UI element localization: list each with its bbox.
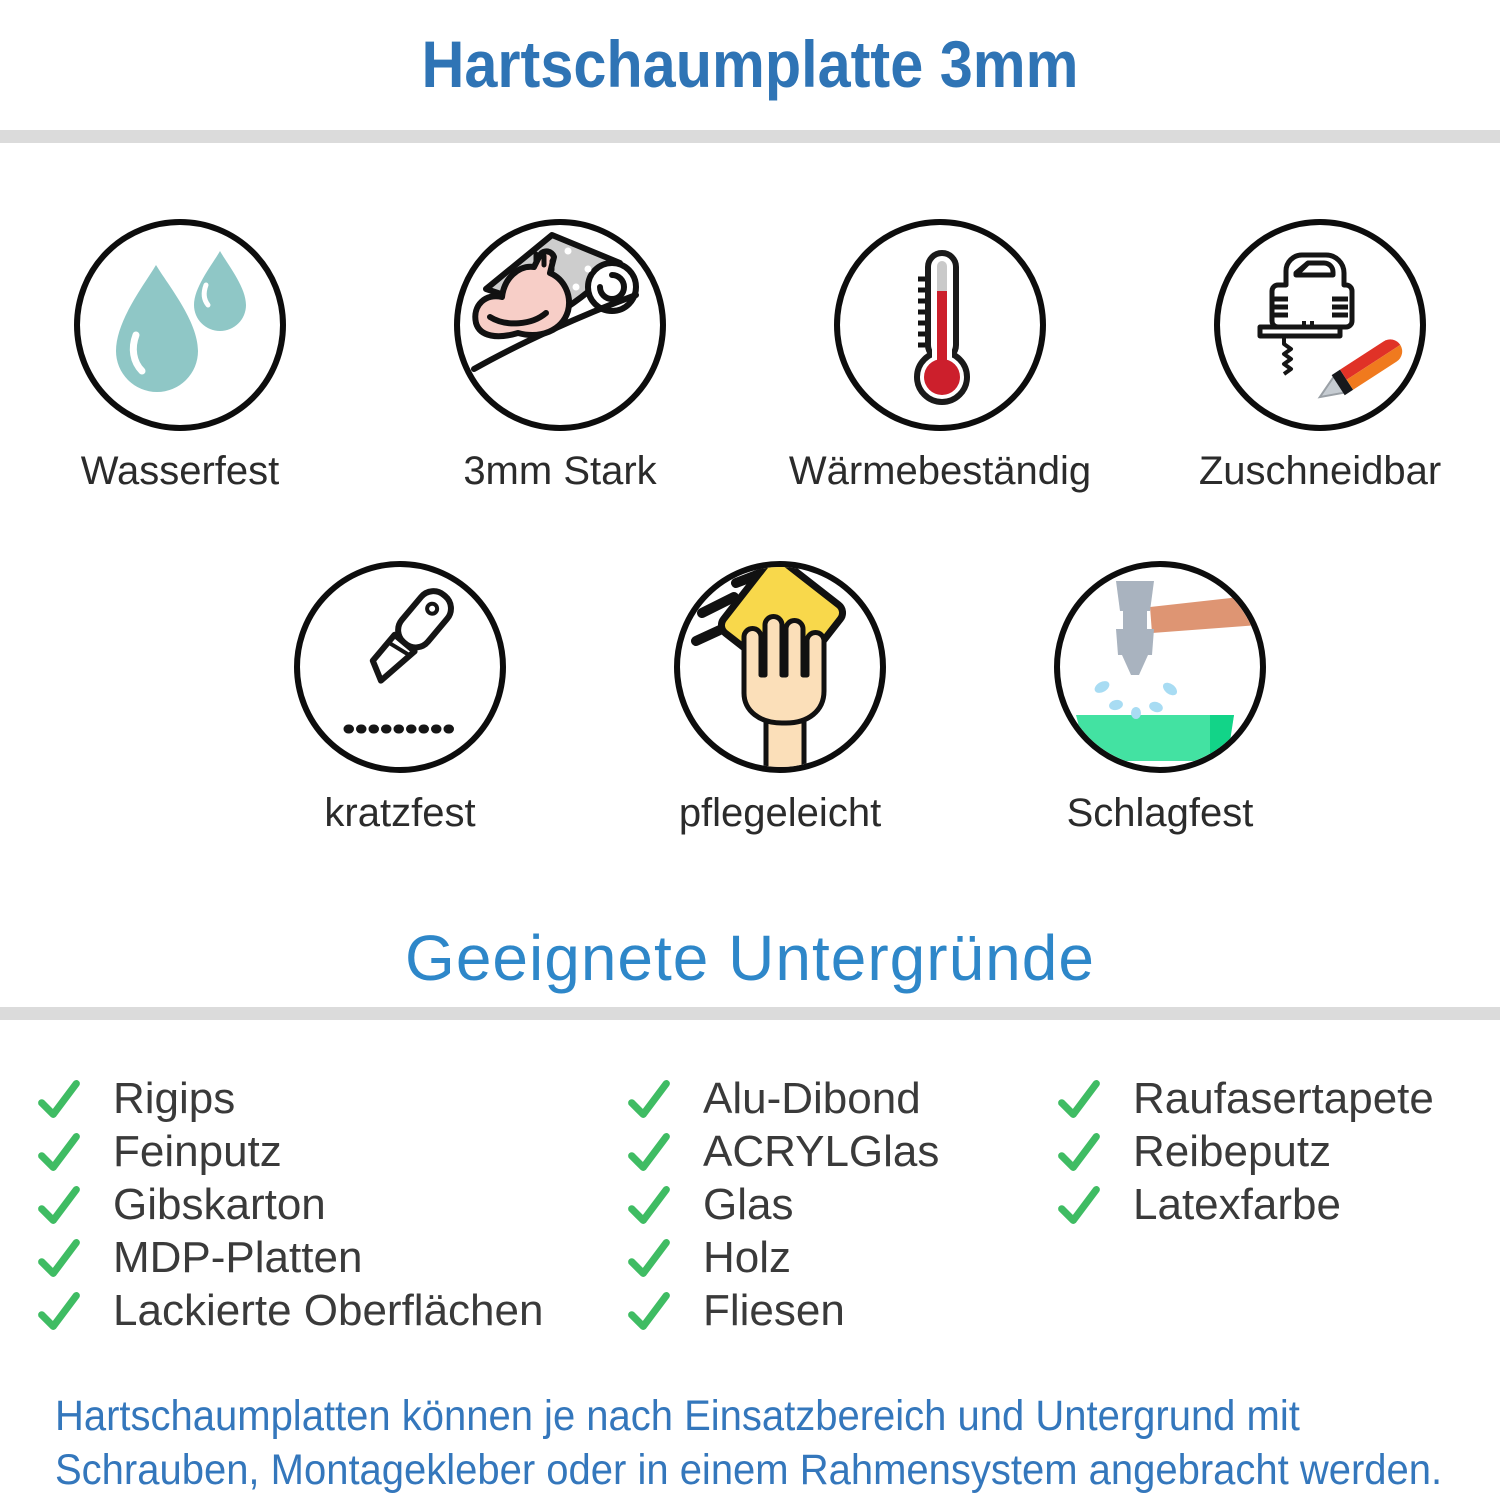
feature-3mm-stark: [454, 219, 666, 495]
feature-label: Zuschneidbar: [1198, 449, 1442, 493]
substrate-label: Raufasertapete: [1133, 1073, 1434, 1123]
feature-kratzfest: [294, 561, 506, 837]
list-item: [1055, 1178, 1485, 1231]
check-icon: [35, 1075, 83, 1123]
substrate-label: Feinputz: [113, 1126, 282, 1176]
thermometer-icon: [834, 219, 1046, 431]
check-icon: [35, 1234, 83, 1282]
substrates-column-2: [625, 1072, 1055, 1337]
substrate-label: MDP-Platten: [113, 1232, 363, 1282]
substrate-label: Latexfarbe: [1133, 1179, 1341, 1229]
list-item: [625, 1231, 1055, 1284]
water-drops-icon: [74, 219, 286, 431]
check-icon: [625, 1075, 673, 1123]
list-item: [1055, 1072, 1485, 1125]
utility-knife-icon: [294, 561, 506, 773]
feature-label: pflegeleicht: [678, 791, 882, 835]
list-item: [35, 1072, 625, 1125]
jigsaw-cutter-icon: [1214, 219, 1426, 431]
check-icon: [625, 1234, 673, 1282]
divider-middle: [0, 1007, 1500, 1020]
feature-label: kratzfest: [324, 791, 476, 835]
feature-label: Schlagfest: [1066, 791, 1254, 835]
substrates-column-3: [1055, 1072, 1485, 1337]
substrate-label: Lackierte Oberflächen: [113, 1285, 544, 1335]
feature-wasserfest: [74, 219, 286, 495]
feature-schlagfest: [1054, 561, 1266, 837]
check-icon: [625, 1287, 673, 1335]
substrate-label: Alu-Dibond: [703, 1073, 921, 1123]
substrate-label: Gibskarton: [113, 1179, 326, 1229]
feature-pflegeleicht: [674, 561, 886, 837]
page-title-text: Hartschaumplatte 3mm: [421, 27, 1079, 101]
check-icon: [1055, 1128, 1103, 1176]
mounting-note-line-2: Schrauben, Montagekleber oder in einem Rahmensystem angebracht werden.: [55, 1446, 1443, 1494]
cleaning-hand-icon: [674, 561, 886, 773]
substrates-column-1: [35, 1072, 625, 1337]
substrate-label: Rigips: [113, 1073, 236, 1123]
list-item: [625, 1178, 1055, 1231]
list-item: [35, 1125, 625, 1178]
feature-label: 3mm Stark: [463, 449, 657, 493]
mounting-note: [0, 1389, 1500, 1497]
substrate-label: Fliesen: [703, 1285, 845, 1335]
feature-row-1: [0, 219, 1500, 495]
muscle-arm-icon: [454, 219, 666, 431]
substrate-label: Reibeputz: [1133, 1126, 1332, 1176]
feature-label: Wasserfest: [80, 449, 280, 493]
divider-top: [0, 130, 1500, 143]
list-item: [625, 1072, 1055, 1125]
list-item: [35, 1284, 625, 1337]
check-icon: [35, 1287, 83, 1335]
check-icon: [1055, 1075, 1103, 1123]
check-icon: [35, 1128, 83, 1176]
substrate-label: Holz: [703, 1232, 792, 1282]
substrate-label: Glas: [703, 1179, 794, 1229]
check-icon: [1055, 1181, 1103, 1229]
substrate-label: ACRYLGlas: [703, 1126, 940, 1176]
page-title: [0, 26, 1500, 102]
check-icon: [625, 1181, 673, 1229]
check-icon: [625, 1128, 673, 1176]
section-title: Geeignete Untergründe: [405, 922, 1095, 994]
list-item: [1055, 1125, 1485, 1178]
feature-row-2: [294, 561, 1500, 837]
mounting-note-line-1: Hartschaumplatten können je nach Einsatzbereich und Untergrund mit: [55, 1392, 1300, 1440]
substrates-list: [0, 1072, 1500, 1337]
feature-waermebestaendig: [788, 219, 1092, 495]
check-icon: [35, 1181, 83, 1229]
list-item: [35, 1231, 625, 1284]
list-item: [625, 1125, 1055, 1178]
feature-zuschneidbar: [1198, 219, 1442, 495]
feature-label: Wärmebeständig: [788, 449, 1092, 493]
list-item: [35, 1178, 625, 1231]
hammer-impact-icon: [1054, 561, 1266, 773]
list-item: [625, 1284, 1055, 1337]
